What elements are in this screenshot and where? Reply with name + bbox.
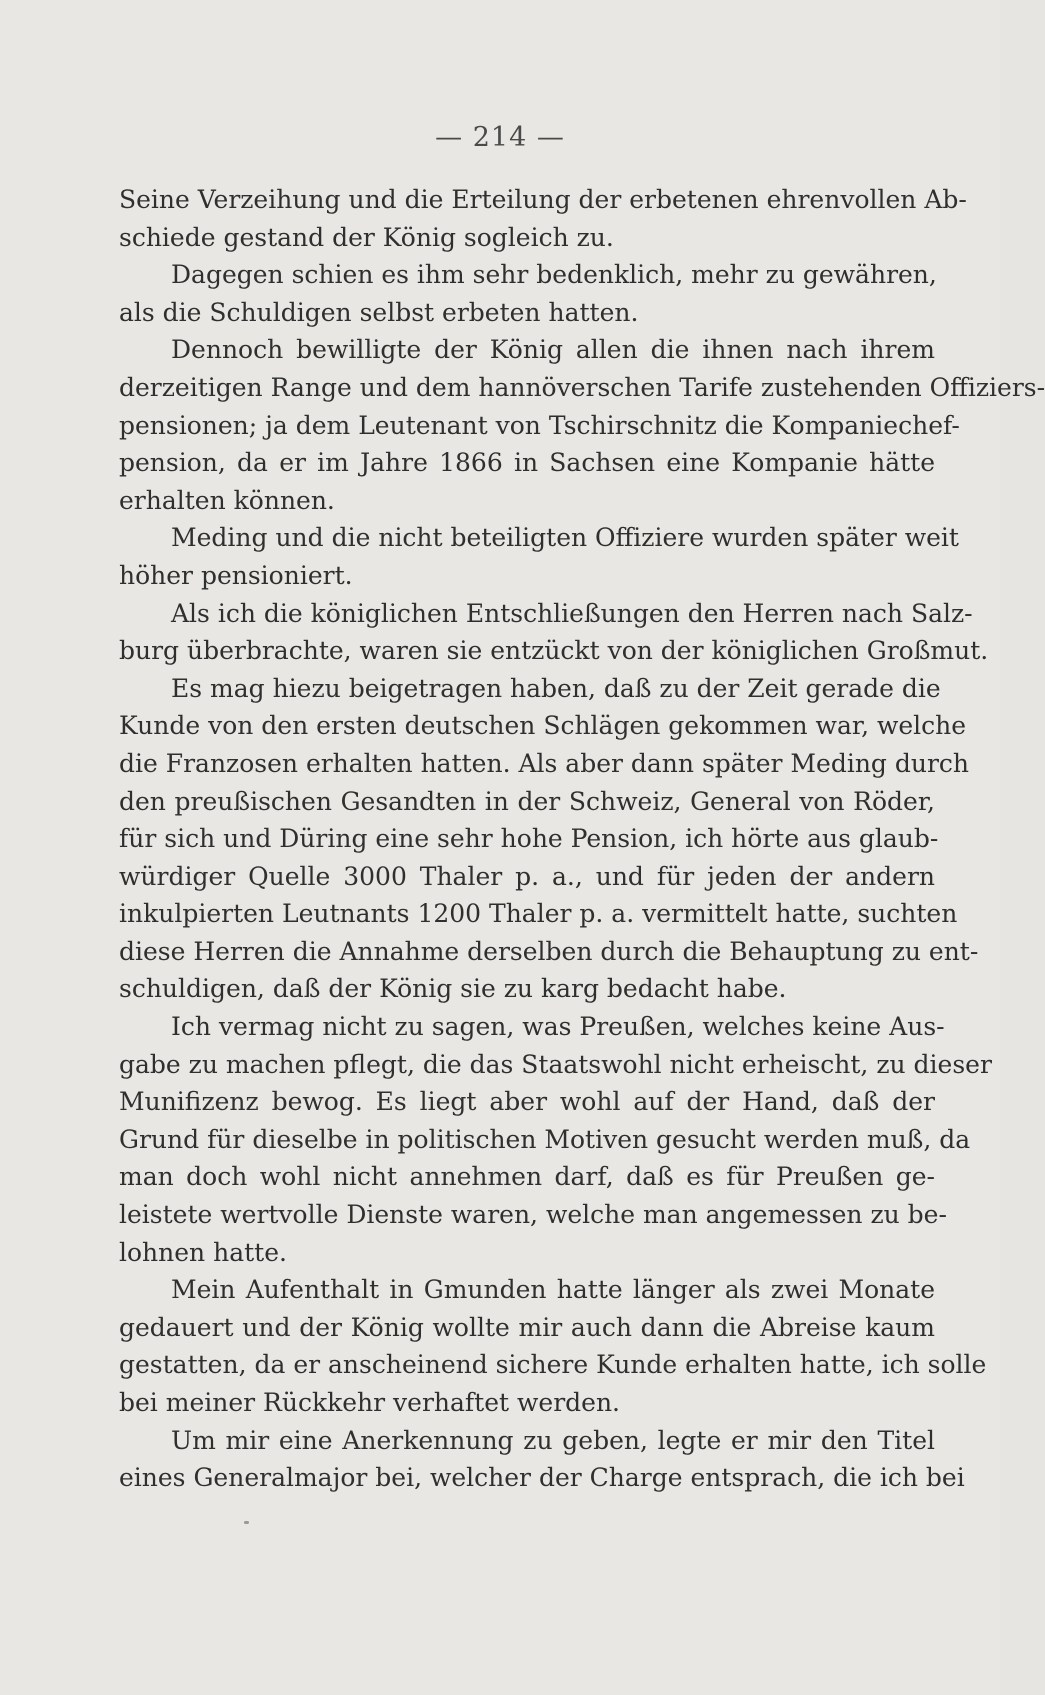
text-line: Seine Verzeihung und die Erteilung der erbetenen ehrenvollen Ab-: [119, 185, 967, 214]
body-text: [119, 181, 1045, 1497]
text-line: würdiger Quelle 3000 Thaler p. a., und für jeden der andern: [119, 861, 935, 891]
text-line: den preußischen Gesandten in der Schweiz, General von Röder,: [119, 786, 935, 816]
text-line: leistete wertvolle Dienste waren, welche man angemessen zu be-: [119, 1200, 947, 1230]
text-line: derzeitigen Range und dem hannöverschen Tarife zustehenden Offiziers-: [119, 372, 1045, 402]
paragraph: [119, 670, 979, 1008]
text-line: Um mir eine Anerkennung zu geben, legte er mir den Titel: [171, 1425, 935, 1455]
paragraph: [119, 1008, 992, 1271]
text-line: diese Herren die Annahme derselben durch die Behauptung zu ent-: [119, 936, 979, 966]
text-line: Munifizenz bewog. Es liegt aber wohl auf der Hand, daß der: [119, 1087, 935, 1117]
text-line: man doch wohl nicht annehmen darf, daß es für Preußen ge-: [119, 1162, 935, 1192]
paragraph: [119, 519, 959, 594]
text-line: inkulpierten Leutnants 1200 Thaler p. a. vermittelt hatte, suchten: [119, 899, 958, 929]
text-line: bei meiner Rückkehr verhaftet werden.: [119, 1388, 621, 1417]
text-line: Als ich die königlichen Entschließungen den Herren nach Salz-: [171, 598, 973, 628]
paragraph: [119, 331, 1045, 519]
text-line: als die Schuldigen selbst erbeten hatten.: [119, 297, 639, 327]
text-line: gedauert und der König wollte mir auch dann die Abreise kaum: [119, 1312, 935, 1342]
text-line: gabe zu machen pflegt, die das Staatswohl nicht erheischt, zu dieser: [119, 1049, 992, 1079]
text-line: lohnen hatte.: [119, 1237, 287, 1267]
text-line: burg überbrachte, waren sie entzückt von der königlichen Großmut.: [119, 636, 989, 666]
text-line: Grund für dieselbe in politischen Motiven gesucht werden muß, da: [119, 1124, 971, 1154]
text-line: eines Generalmajor bei, welcher der Charge entsprach, die ich bei: [119, 1463, 965, 1493]
text-line: erhalten können.: [119, 485, 335, 515]
text-line: pension, da er im Jahre 1866 in Sachsen eine Kompanie hätte: [119, 448, 935, 478]
page-number: — 214 —: [435, 122, 565, 153]
text-line: Kunde von den ersten deutschen Schlägen gekommen war, welche: [119, 711, 967, 741]
text-line: höher pensioniert.: [119, 560, 353, 590]
paragraph: [119, 256, 935, 331]
paragraph: [119, 1271, 987, 1421]
text-line: schuldigen, daß der König sie zu karg bedacht habe.: [119, 974, 787, 1004]
text-line: für sich und Düring eine sehr hohe Pension, ich hörte aus glaub-: [119, 824, 939, 854]
text-line: pensionen; ja dem Leutenant von Tschirschnitz die Kompaniechef-: [119, 410, 960, 440]
paragraph: [119, 595, 989, 670]
text-line: Dagegen schien es ihm sehr bedenklich, mehr zu gewähren,: [171, 260, 937, 290]
text-line: Mein Aufenthalt in Gmunden hatte länger als zwei Monate: [171, 1275, 935, 1305]
text-line: Meding und die nicht beteiligten Offiziere wurden später weit: [171, 523, 959, 553]
text-line: die Franzosen erhalten hatten. Als aber dann später Meding durch: [119, 748, 970, 778]
paper-speck: [244, 1521, 249, 1524]
paragraph: [119, 1422, 965, 1497]
text-line: gestatten, da er anscheinend sichere Kunde erhalten hatte, ich solle: [119, 1350, 987, 1380]
paragraph: [119, 181, 967, 256]
text-line: Ich vermag nicht zu sagen, was Preußen, welches keine Aus-: [171, 1012, 945, 1042]
text-line: Es mag hiezu beigetragen haben, daß zu der Zeit gerade die: [171, 673, 941, 703]
text-line: schiede gestand der König sogleich zu.: [119, 222, 614, 252]
text-line: Dennoch bewilligte der König allen die ihnen nach ihrem: [171, 335, 935, 365]
